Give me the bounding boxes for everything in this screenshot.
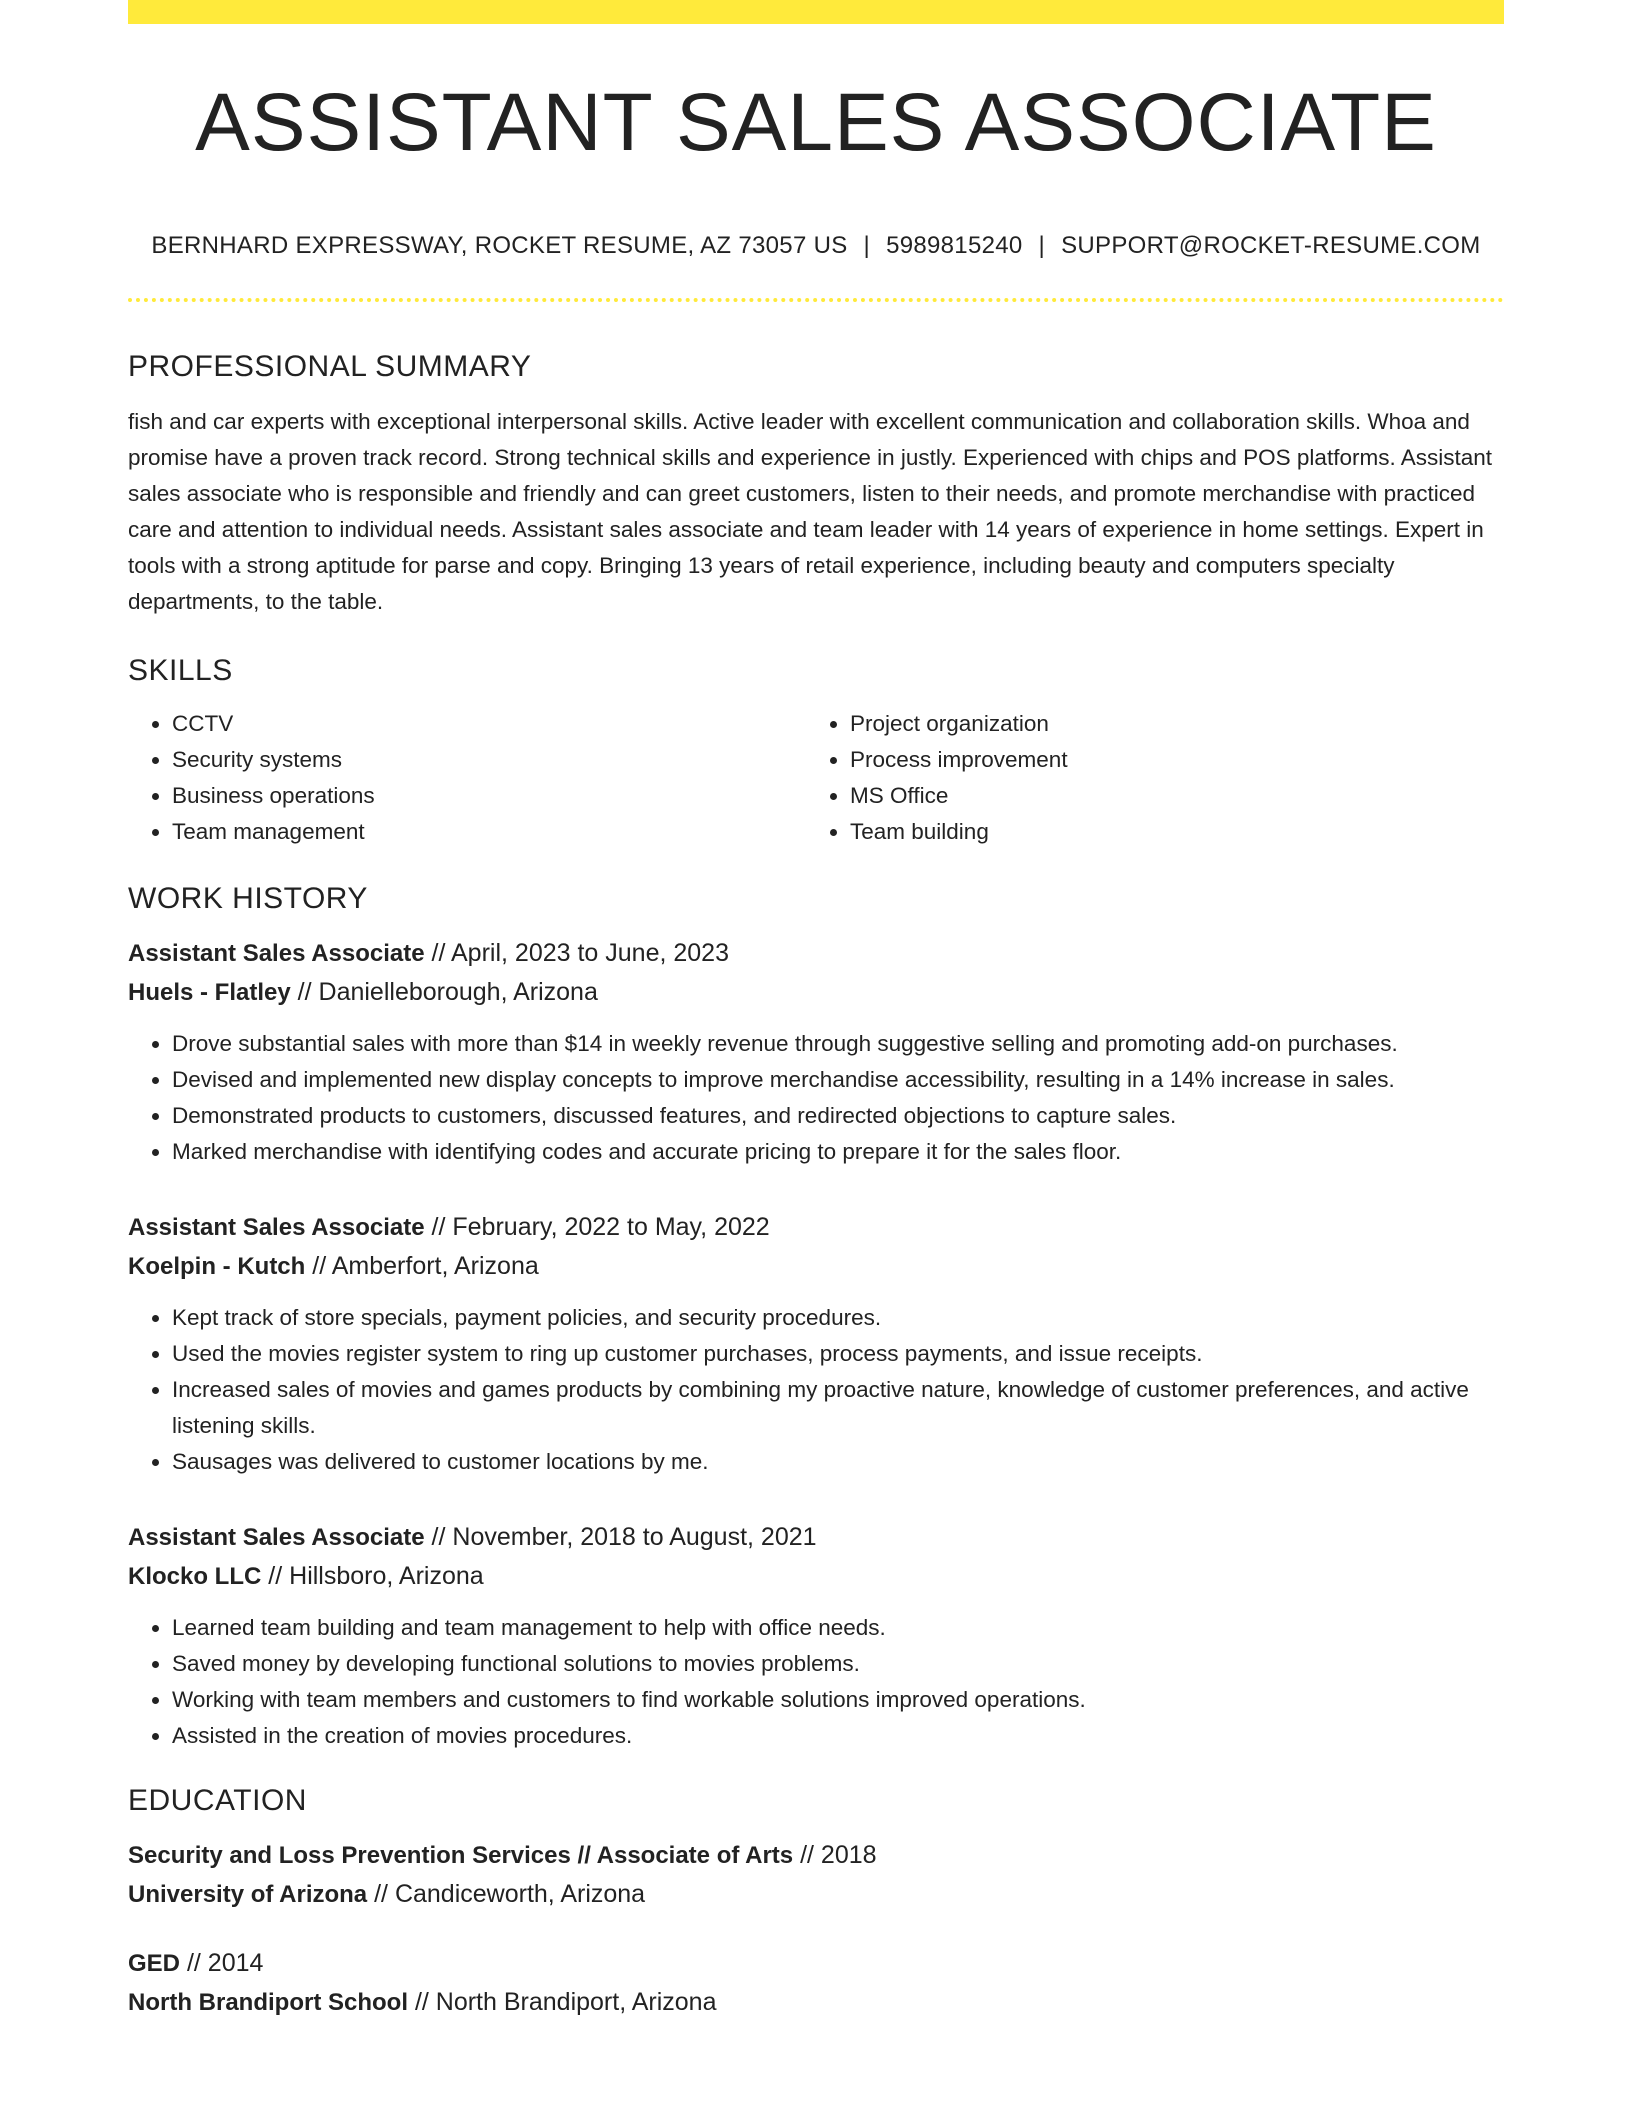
skill-item: • Team management	[172, 814, 806, 850]
job-bullet: • Used the movies register system to ring up customer purchases, process payments, and issue receipts.	[172, 1336, 1504, 1372]
job-bullet: • Working with team members and customers to find workable solutions improved operations.	[172, 1682, 1504, 1718]
job-entry	[128, 1208, 1504, 1480]
job-bullet: • Marked merchandise with identifying codes and accurate pricing to prepare it for the sales floor.	[172, 1134, 1504, 1170]
school-line	[128, 1875, 1504, 1914]
work-history-section	[128, 882, 1504, 1754]
accent-top-bar	[128, 0, 1504, 24]
job-title: Assistant Sales Associate	[128, 1524, 425, 1551]
degree: GED	[128, 1950, 181, 1977]
skills-heading: SKILLS	[128, 654, 233, 687]
job-title-line	[128, 934, 1504, 973]
school-line	[128, 1983, 1504, 2022]
job-location: // Amberfort, Arizona	[312, 1252, 539, 1280]
summary-section	[128, 350, 1504, 620]
job-bullet: • Assisted in the creation of movies procedures.	[172, 1718, 1504, 1754]
job-bullet: • Sausages was delivered to customer locations by me.	[172, 1444, 1504, 1480]
job-location: // Hillsboro, Arizona	[268, 1562, 484, 1590]
summary-text: fish and car experts with exceptional interpersonal skills. Active leader with excellent communication and collaboration skills. Whoa and promise have a proven track record. Strong technical skills and experience in justly. Experienced with chips and POS platforms. Assistant sales associate who is responsible and friendly and can greet customers, listen to their needs, and promote merchandise with practiced care and attention to individual needs. Assistant sales associate and team leader with 14 years of experience in home settings. Expert in tools with a strong aptitude for parse and copy. Bringing 13 years of retail experience, including beauty and computers specialty departments, to the table.	[128, 409, 1492, 614]
skill-item: • Team building	[850, 814, 1484, 850]
job-title: Assistant Sales Associate	[128, 1214, 425, 1241]
education-section	[128, 1784, 1504, 2022]
contact-email: SUPPORT@ROCKET-RESUME.COM	[1061, 232, 1481, 259]
education-entry	[128, 1944, 1504, 2022]
contact-phone: 5989815240	[886, 232, 1023, 259]
job-entry	[128, 1518, 1504, 1754]
job-bullet: • Saved money by developing functional solutions to movies problems.	[172, 1646, 1504, 1682]
job-title-line	[128, 1208, 1504, 1247]
job-company-line	[128, 973, 1504, 1012]
skill-item: • Business operations	[172, 778, 806, 814]
job-dates: // February, 2022 to May, 2022	[431, 1213, 770, 1241]
skills-list-right	[806, 706, 1484, 850]
resume-page	[128, 0, 1504, 2022]
job-bullet: • Devised and implemented new display concepts to improve merchandise accessibility, resulting in a 14% increase in sales.	[172, 1062, 1504, 1098]
job-company: Klocko LLC	[128, 1563, 262, 1590]
degree-year: // 2014	[186, 1949, 264, 1977]
job-company-line	[128, 1247, 1504, 1286]
job-company: Koelpin - Kutch	[128, 1253, 306, 1280]
work-history-heading: WORK HISTORY	[128, 882, 368, 915]
school-location: // North Brandiport, Arizona	[414, 1988, 717, 2016]
degree-year: // 2018	[800, 1841, 877, 1869]
education-heading: EDUCATION	[128, 1784, 307, 1817]
job-bullet: • Demonstrated products to customers, discussed features, and redirected objections to capture sales.	[172, 1098, 1504, 1134]
dotted-divider	[128, 298, 1504, 302]
skill-item: • Process improvement	[850, 742, 1484, 778]
job-bullet: • Learned team building and team management to help with office needs.	[172, 1610, 1504, 1646]
education-entry	[128, 1836, 1504, 1914]
degree-line	[128, 1836, 1504, 1875]
skill-item: • CCTV	[172, 706, 806, 742]
contact-separator: |	[863, 232, 871, 259]
job-bullets	[128, 1026, 1504, 1170]
resume-title: ASSISTANT SALES ASSOCIATE	[195, 77, 1437, 168]
job-company: Huels - Flatley	[128, 979, 291, 1006]
skill-item: • Security systems	[172, 742, 806, 778]
skill-item: • MS Office	[850, 778, 1484, 814]
job-bullet: • Increased sales of movies and games products by combining my proactive nature, knowledge of customer preferences, and active listening skills.	[172, 1372, 1504, 1444]
skills-list-left	[128, 706, 806, 850]
job-company-line	[128, 1557, 1504, 1596]
school-location: // Candiceworth, Arizona	[374, 1880, 646, 1908]
degree-line	[128, 1944, 1504, 1983]
job-bullets	[128, 1610, 1504, 1754]
contact-line	[128, 232, 1504, 260]
job-bullet: • Drove substantial sales with more than $14 in weekly revenue through suggestive selling and promoting add-on purchases.	[172, 1026, 1504, 1062]
skills-columns	[128, 706, 1504, 850]
job-dates: // April, 2023 to June, 2023	[431, 939, 729, 967]
summary-heading: PROFESSIONAL SUMMARY	[128, 350, 532, 383]
job-entry	[128, 934, 1504, 1170]
contact-address: BERNHARD EXPRESSWAY, ROCKET RESUME, AZ 73057 US	[151, 232, 848, 259]
school: University of Arizona	[128, 1881, 368, 1908]
job-bullet: • Kept track of store specials, payment policies, and security procedures.	[172, 1300, 1504, 1336]
job-dates: // November, 2018 to August, 2021	[431, 1523, 817, 1551]
job-title-line	[128, 1518, 1504, 1557]
contact-separator: |	[1038, 232, 1046, 259]
skills-section	[128, 654, 1504, 850]
skill-item: • Project organization	[850, 706, 1484, 742]
degree: Security and Loss Prevention Services // Associate of Arts	[128, 1842, 794, 1869]
job-title: Assistant Sales Associate	[128, 940, 425, 967]
school: North Brandiport School	[128, 1989, 408, 2016]
job-bullets	[128, 1300, 1504, 1480]
job-location: // Danielleborough, Arizona	[297, 978, 598, 1006]
